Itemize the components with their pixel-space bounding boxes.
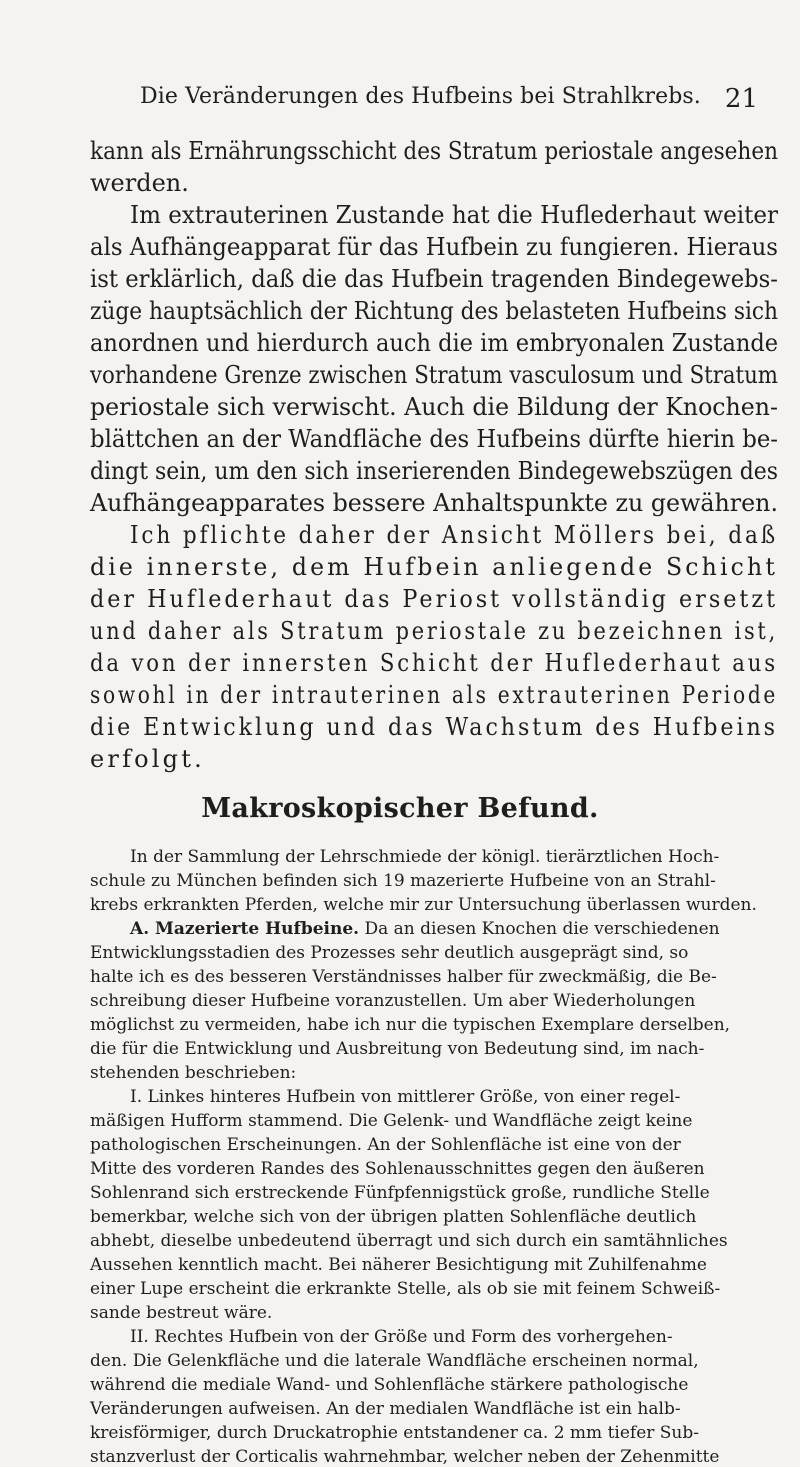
subsection-label: A. Mazerierte Hufbeine. xyxy=(130,919,360,939)
text-line: mäßigen Hufform stammend. Die Gelenk- und Wandfläche zeigt keine xyxy=(90,1111,693,1131)
text-line: dingt sein, um den sich inserierenden Bindegewebszügen des xyxy=(90,457,778,485)
page-number: 21 xyxy=(724,84,758,114)
text-line: die für die Entwicklung und Ausbreitung von Bedeutung sind, im nach- xyxy=(90,1039,705,1059)
text-line: II. Rechtes Hufbein von der Größe und Form des vorhergehen- xyxy=(130,1327,673,1347)
text-line: züge hauptsächlich der Richtung des belasteten Hufbeins sich xyxy=(90,297,779,325)
text-line: schreibung dieser Hufbeine voranzustellen. Um aber Wiederholungen xyxy=(90,991,696,1011)
text-line: krebs erkrankten Pferden, welche mir zur Untersuchung überlassen wurden. xyxy=(90,895,757,915)
text-line: Aussehen kenntlich macht. Bei näherer Besichtigung mit Zuhilfenahme xyxy=(90,1255,707,1275)
text-line: schule zu München befinden sich 19 mazerierte Hufbeine von an Strahl- xyxy=(90,871,716,891)
text-line: periostale sich verwischt. Auch die Bildung der Knochen- xyxy=(90,393,778,421)
text-line: während die mediale Wand- und Sohlenfläche stärkere pathologische xyxy=(90,1375,689,1395)
spaced-text-line: die innerste, dem Hufbein anliegende Schicht xyxy=(90,553,778,581)
text-line: vorhandene Grenze zwischen Stratum vasculosum und Stratum xyxy=(90,361,778,389)
text-span: Da an diesen Knochen die verschiedenen xyxy=(364,919,720,939)
text-line: Im extrauterinen Zustande hat die Huflederhaut weiter xyxy=(130,201,779,229)
text-line: blättchen an der Wandfläche des Hufbeins dürfte hierin be- xyxy=(90,425,778,453)
text-line: einer Lupe erscheint die erkrankte Stelle, als ob sie mit feinem Schweiß- xyxy=(90,1279,721,1299)
text-line: Sohlenrand sich erstreckende Fünfpfennigstück große, rundliche Stelle xyxy=(90,1183,710,1203)
text-line: Mitte des vorderen Randes des Sohlenausschnittes gegen den äußeren xyxy=(90,1159,705,1179)
text-line: den. Die Gelenkfläche und die laterale Wandfläche erscheinen normal, xyxy=(90,1351,699,1371)
text-line: kreisförmiger, durch Druckatrophie entstandener ca. 2 mm tiefer Sub- xyxy=(90,1423,700,1443)
text-line: Entwicklungsstadien des Prozesses sehr deutlich ausgeprägt sind, so xyxy=(90,943,689,963)
body-text-tail xyxy=(90,0,790,1467)
spaced-text-line: der Huflederhaut das Periost vollständig ersetzt xyxy=(90,585,779,613)
text-line: stanzverlust der Corticalis wahrnehmbar, welcher neben der Zehenmitte xyxy=(90,1447,720,1467)
spaced-text-line: erfolgt. xyxy=(90,745,205,773)
text-line: möglichst zu vermeiden, habe ich nur die typischen Exemplare derselben, xyxy=(90,1015,731,1035)
text-line: In der Sammlung der Lehrschmiede der königl. tierärztlichen Hoch- xyxy=(130,847,720,867)
spaced-text-line: und daher als Stratum periostale zu bezeichnen ist, xyxy=(90,617,778,645)
text-line: abhebt, dieselbe unbedeutend überragt und sich durch ein samtähnliches xyxy=(90,1231,728,1251)
text-line: Veränderungen aufweisen. An der medialen Wandfläche ist ein halb- xyxy=(90,1399,681,1419)
spaced-text-line: die Entwicklung und das Wachstum des Hufbeins xyxy=(90,713,778,741)
spaced-text-line: Ich pflichte daher der Ansicht Möllers bei, daß xyxy=(130,521,779,549)
running-title: Die Veränderungen des Hufbeins bei Strahlkrebs. xyxy=(140,84,701,109)
text-line: Aufhängeapparates bessere Anhaltspunkte zu gewähren. xyxy=(90,489,779,517)
section-heading: Makroskopischer Befund. xyxy=(201,793,599,824)
text-line: ist erklärlich, daß die das Hufbein tragenden Bindegewebs- xyxy=(90,265,778,293)
text-line: bemerkbar, welche sich von der übrigen platten Sohlenfläche deutlich xyxy=(90,1207,697,1227)
text-line: halte ich es des besseren Verständnisses halber für zweckmäßig, die Be- xyxy=(90,967,717,987)
text-line: sande bestreut wäre. xyxy=(90,1303,273,1323)
text-line: anordnen und hierdurch auch die im embryonalen Zustande xyxy=(90,329,779,357)
text-line: werden. xyxy=(90,169,189,197)
text-line: kann als Ernährungsschicht des Stratum periostale angesehen xyxy=(90,137,778,165)
spaced-text-line: da von der innersten Schicht der Huflederhaut aus xyxy=(90,649,778,677)
text-line: I. Linkes hinteres Hufbein von mittlerer Größe, von einer regel- xyxy=(130,1087,681,1107)
spaced-text-line: sowohl in der intrauterinen als extrauterinen Periode xyxy=(90,681,779,709)
text-line: als Aufhängeapparat für das Hufbein zu fungieren. Hieraus xyxy=(90,233,778,261)
text-line: pathologischen Erscheinungen. An der Sohlenfläche ist eine von der xyxy=(90,1135,681,1155)
text-line: stehenden beschrieben: xyxy=(90,1063,297,1083)
